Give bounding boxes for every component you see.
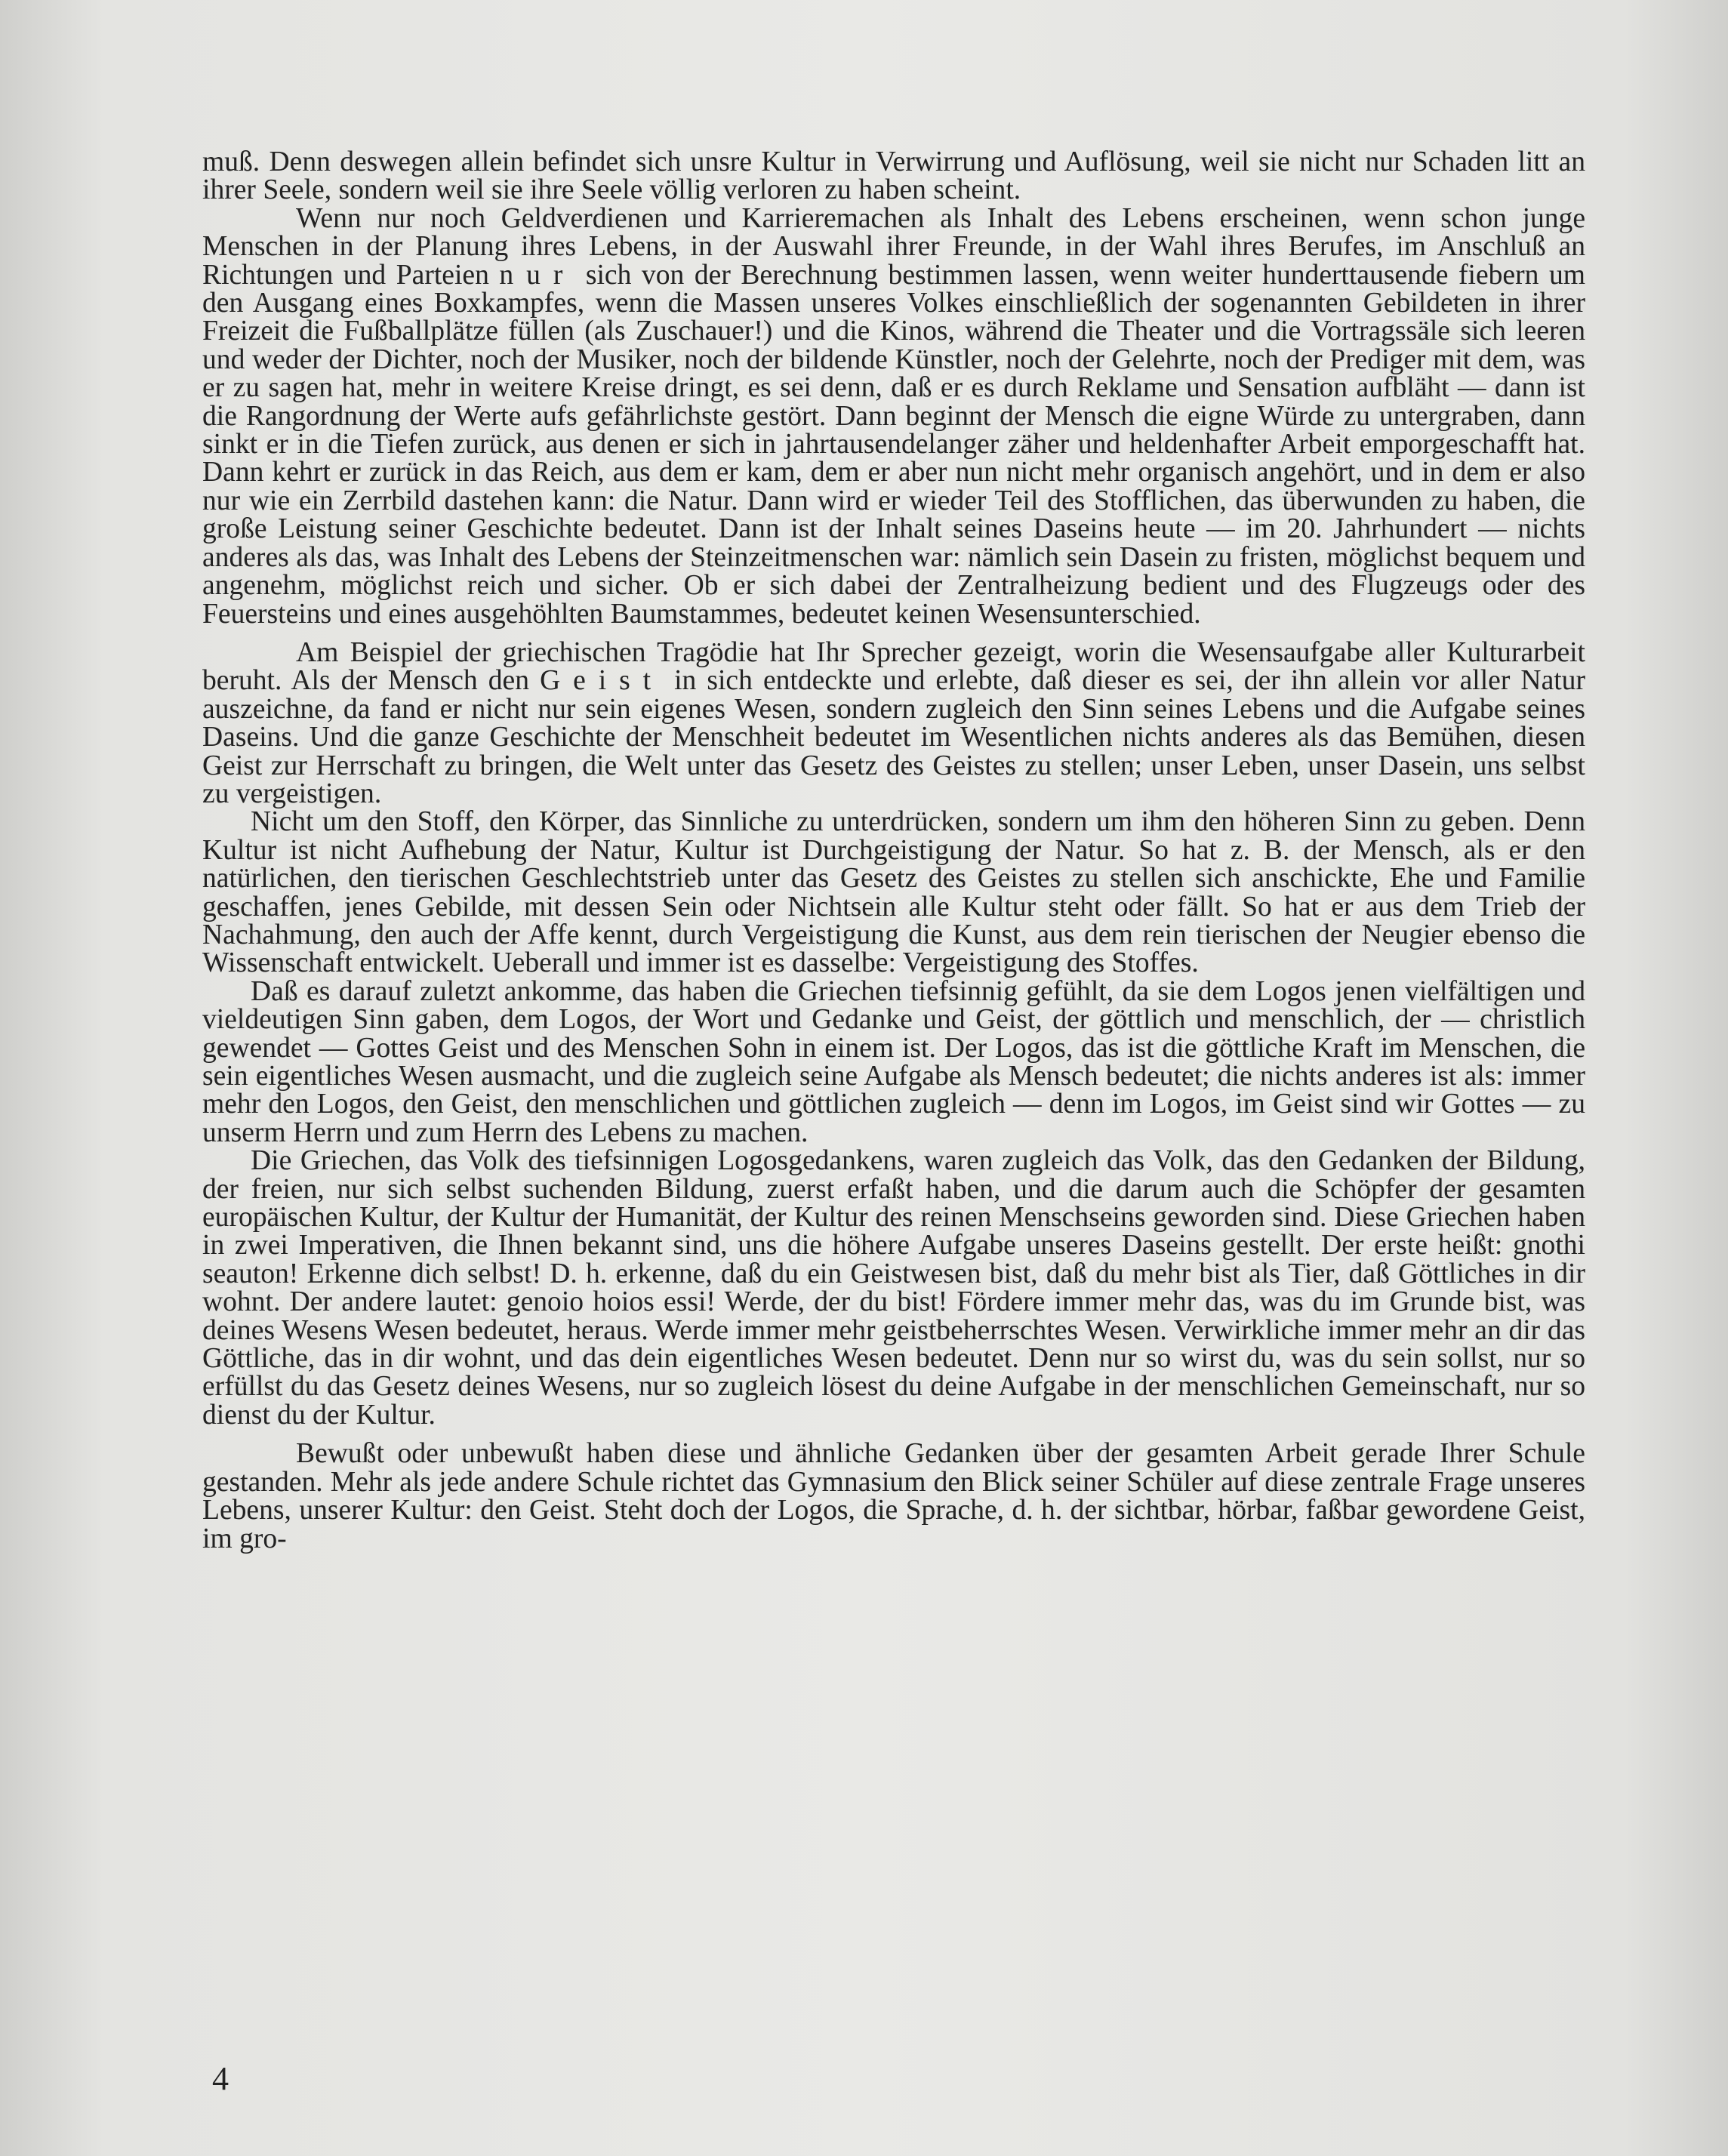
paragraph-2 bbox=[202, 202, 1585, 630]
body-text bbox=[202, 148, 1585, 1553]
page-number: 4 bbox=[212, 2060, 229, 2097]
paragraph-3 bbox=[202, 636, 1585, 809]
paragraph-1: muß. Denn deswegen allein befindet sich unsre Kultur in Verwirrung und Auflösung, weil sie nicht nur Schaden litt an ihrer Seele, sondern weil sie ihre Seele völlig verloren zu haben scheint. bbox=[202, 146, 1585, 206]
paragraph-3-emphasis-geist: Geist bbox=[540, 665, 664, 697]
paragraph-3-text-end: in sich entdeckte und erlebte, daß dieser es sei, der ihn allein vor aller Natur auszeichne, da fand er nicht nur sein eigenes Wesen, sondern zugleich den Sinn seines Lebens und die Aufgabe seines Daseins. Und die ganze Geschichte der Menschheit bedeutet im Wesentlichen nichts anderes als das Bemühen, diesen Geist zur Herrschaft zu bringen, die Welt unter das Gesetz des Geistes zu stellen; unser Leben, unser Dasein, uns selbst zu vergeistigen. bbox=[202, 665, 1585, 809]
paragraph-2-text-start: Wenn nur noch Geldverdienen und Karrieremachen als Inhalt des Lebens erscheinen, wenn schon junge Menschen in der Planung ihres Lebens, in der Auswahl ihrer Freunde, in der Wahl ihres Berufes, im Anschluß an Richtungen und Parteien bbox=[202, 202, 1585, 291]
paragraph-6: Die Griechen, das Volk des tiefsinnigen Logosgedankens, waren zugleich das Volk, das den Gedanken der Bildung, der freien, nur sich selbst suchenden Bildung, zuerst erfaßt haben, und die darum auch die Schöpfer der gesamten europäischen Kultur, der Kultur der Humanität, der Kultur des reinen Menschseins geworden sind. Diese Griechen haben in zwei Imperativen, die Ihnen bekannt sind, uns die höhere Aufgabe unseres Daseins gestellt. Der erste heißt: gnothi seauton! Erkenne dich selbst! D. h. erkenne, daß du ein Geistwesen bist, daß du mehr bist als Tier, daß Göttliches in dir wohnt. Der andere lautet: genoio hoios essi! Werde, der du bist! Fördere immer mehr das, was du im Grunde bist, was deines Wesens Wesen bedeutet, heraus. Werde immer mehr geistbeherrschtes Wesen. Verwirkliche immer mehr an dir das Göttliche, das in dir wohnt, und das dein eigentliches Wesen bedeutet. Denn nur so wirst du, was du sein sollst, nur so erfüllst du das Gesetz deines Wesens, nur so zugleich lösest du deine Aufgabe in der menschlichen Gemeinschaft, nur so dienst du der Kultur. bbox=[202, 1145, 1585, 1431]
paragraph-4: Nicht um den Stoff, den Körper, das Sinnliche zu unterdrücken, sondern um ihm den höheren Sinn zu geben. Denn Kultur ist nicht Aufhebung der Natur, Kultur ist Durchgeistigung der Natur. So hat z. B. der Mensch, als er den natürlichen, den tierischen Geschlechtstrieb unter das Gesetz des Geistes zu stellen sich anschickte, Ehe und Familie geschaffen, jenes Gebilde, mit dessen Sein oder Nichtsein alle Kultur steht oder fällt. So hat er aus dem Trieb der Nachahmung, den auch der Affe kennt, durch Vergeistigung die Kunst, aus dem rein tierischen der Neugier ebenso die Wissenschaft entwickelt. Ueberall und immer ist es dasselbe: Vergeistigung des Stoffes. bbox=[202, 806, 1585, 979]
paragraph-7: Bewußt oder unbewußt haben diese und ähnliche Gedanken über der gesamten Arbeit gerade Ihrer Schule gestanden. Mehr als jede andere Schule richtet das Gymnasium den Blick seiner Schüler auf diese zentrale Frage unseres Lebens, unserer Kultur: den Geist. Steht doch der Logos, die Sprache, d. h. der sichtbar, hörbar, faßbar gewordene Geist, im gro- bbox=[202, 1438, 1585, 1554]
paragraph-3-text-start: Am Beispiel der griechischen Tragödie hat Ihr Sprecher gezeigt, worin die Wesensaufgabe aller Kulturarbeit beruht. Als der Mensch den bbox=[202, 636, 1585, 697]
paragraph-2-text-end: sich von der Berechnung bestimmen lassen, wenn weiter hunderttausende fiebern um den Ausgang eines Boxkampfes, wenn die Massen unseres Volkes einschließlich der sogenannten Gebildeten in ihrer Freizeit die Fußballplätze füllen (als Zuschauer!) und die Kinos, während die Theater und die Vortragssäle sich leeren und weder der Dichter, noch der Musiker, noch der bildende Künstler, noch der Gelehrte, noch der Prediger mit dem, was er zu sagen hat, mehr in weitere Kreise dringt, es sei denn, daß er es durch Reklame und Sensation aufbläht — dann ist die Rangordnung der Werte aufs gefährlichste gestört. Dann beginnt der Mensch die eigne Würde zu untergraben, dann sinkt er in die Tiefen zurück, aus denen er sich in jahrtausendelanger zäher und heldenhafter Arbeit emporgeschafft hat. Dann kehrt er zurück in das Reich, aus dem er kam, dem er aber nun nicht mehr organisch angehört, und in dem er also nur wie ein Zerrbild dastehen kann: die Natur. Dann wird er wieder Teil des Stofflichen, das überwunden zu haben, die große Leistung seiner Geschichte bedeutet. Dann ist der Inhalt seines Daseins heute — im 20. Jahrhundert — nichts anderes als das, was Inhalt des Lebens der Steinzeitmenschen war: nämlich sein Dasein zu fristen, möglichst bequem und angenehm, möglichst reich und sicher. Ob er sich dabei der Zentralheizung bedient und des Flugzeugs oder des Feuersteins und eines ausgehöhlten Baumstammes, bedeutet keinen Wesensunterschied. bbox=[202, 259, 1585, 630]
paragraph-2-emphasis-nur: nur bbox=[499, 259, 576, 291]
paragraph-5: Daß es darauf zuletzt ankomme, das haben die Griechen tiefsinnig gefühlt, da sie dem Logos jenen vielfältigen und vieldeutigen Sinn gaben, dem Logos, der Wort und Gedanke und Geist, der göttlich und menschlich, der — christlich gewendet — Gottes Geist und des Menschen Sohn in einem ist. Der Logos, das ist die göttliche Kraft im Menschen, die sein eigentliches Wesen ausmacht, und die zugleich seine Aufgabe als Mensch bedeutet; die nichts anderes ist als: immer mehr den Logos, den Geist, den menschlichen und göttlichen zugleich — denn im Logos, im Geist sind wir Gottes — zu unserm Herrn und zum Herrn des Lebens zu machen. bbox=[202, 975, 1585, 1148]
